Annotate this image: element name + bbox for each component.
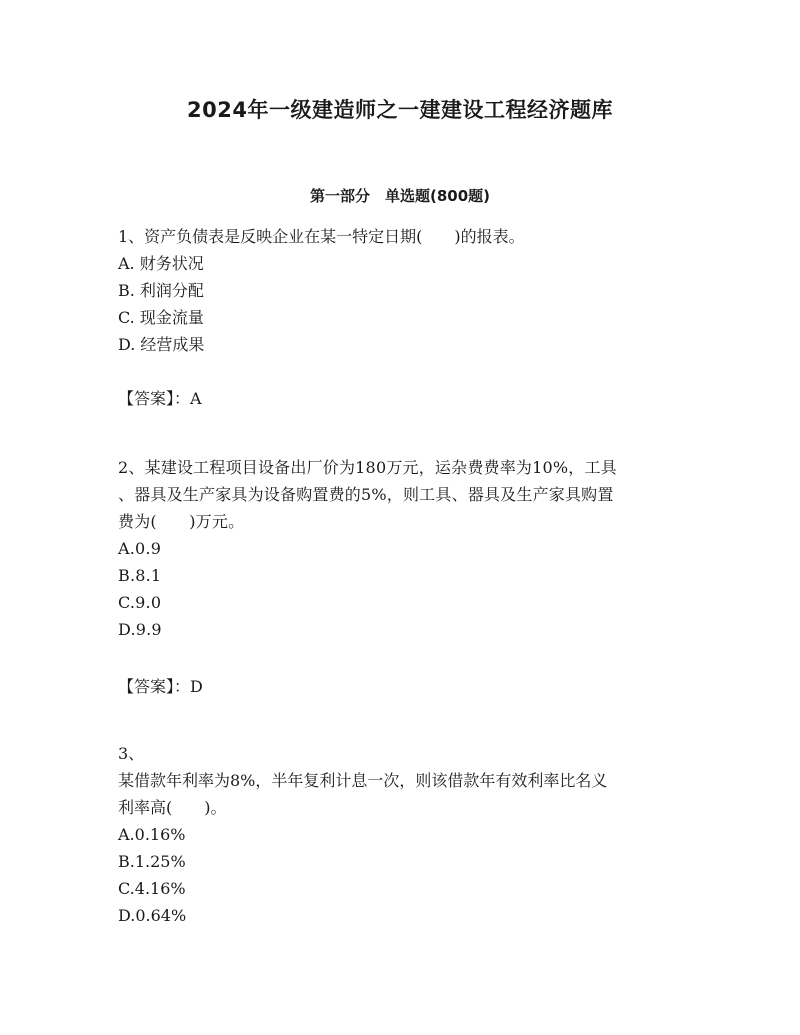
question-1-option-b: B. 利润分配 [118,281,204,300]
question-1 [118,223,688,358]
document-title: 2024年一级建造师之一建建设工程经济题库 [187,98,613,122]
question-3-option-c: C.4.16% [118,879,186,898]
question-3-option-a: A.0.16% [118,825,186,844]
question-1-answer: 【答案】：A [118,389,202,408]
question-2-option-c: C.9.0 [118,593,162,612]
question-2-option-b: B.8.1 [118,566,162,585]
question-2-answer: 【答案】：D [118,677,203,696]
question-2-stem-line-1: 2、某建设工程项目设备出厂价为180万元，运杂费费率为10%，工具 [118,458,617,477]
question-3-option-d: D.0.64% [118,906,187,925]
question-2-option-d: D.9.9 [118,620,162,639]
question-1-option-c: C. 现金流量 [118,308,204,327]
question-2-stem-line-3: 费为( )万元。 [118,512,245,531]
question-2 [118,454,688,643]
question-1-option-a: A. 财务状况 [118,254,204,273]
question-3 [118,740,688,929]
question-2-stem-line-2: 、器具及生产家具为设备购置费的5%，则工具、器具及生产家具购置 [118,485,614,504]
question-3-number: 3、 [118,744,145,763]
question-3-stem-line-1: 某借款年利率为8%，半年复利计息一次，则该借款年有效利率比名义 [118,771,608,790]
question-1-option-d: D. 经营成果 [118,335,205,354]
question-3-option-b: B.1.25% [118,852,186,871]
question-2-option-a: A.0.9 [118,539,162,558]
question-3-stem-line-2: 利率高( )。 [118,798,227,817]
section-title: 第一部分 单选题(800题) [309,187,491,205]
question-1-stem: 1、资产负债表是反映企业在某一特定日期( )的报表。 [118,227,525,246]
